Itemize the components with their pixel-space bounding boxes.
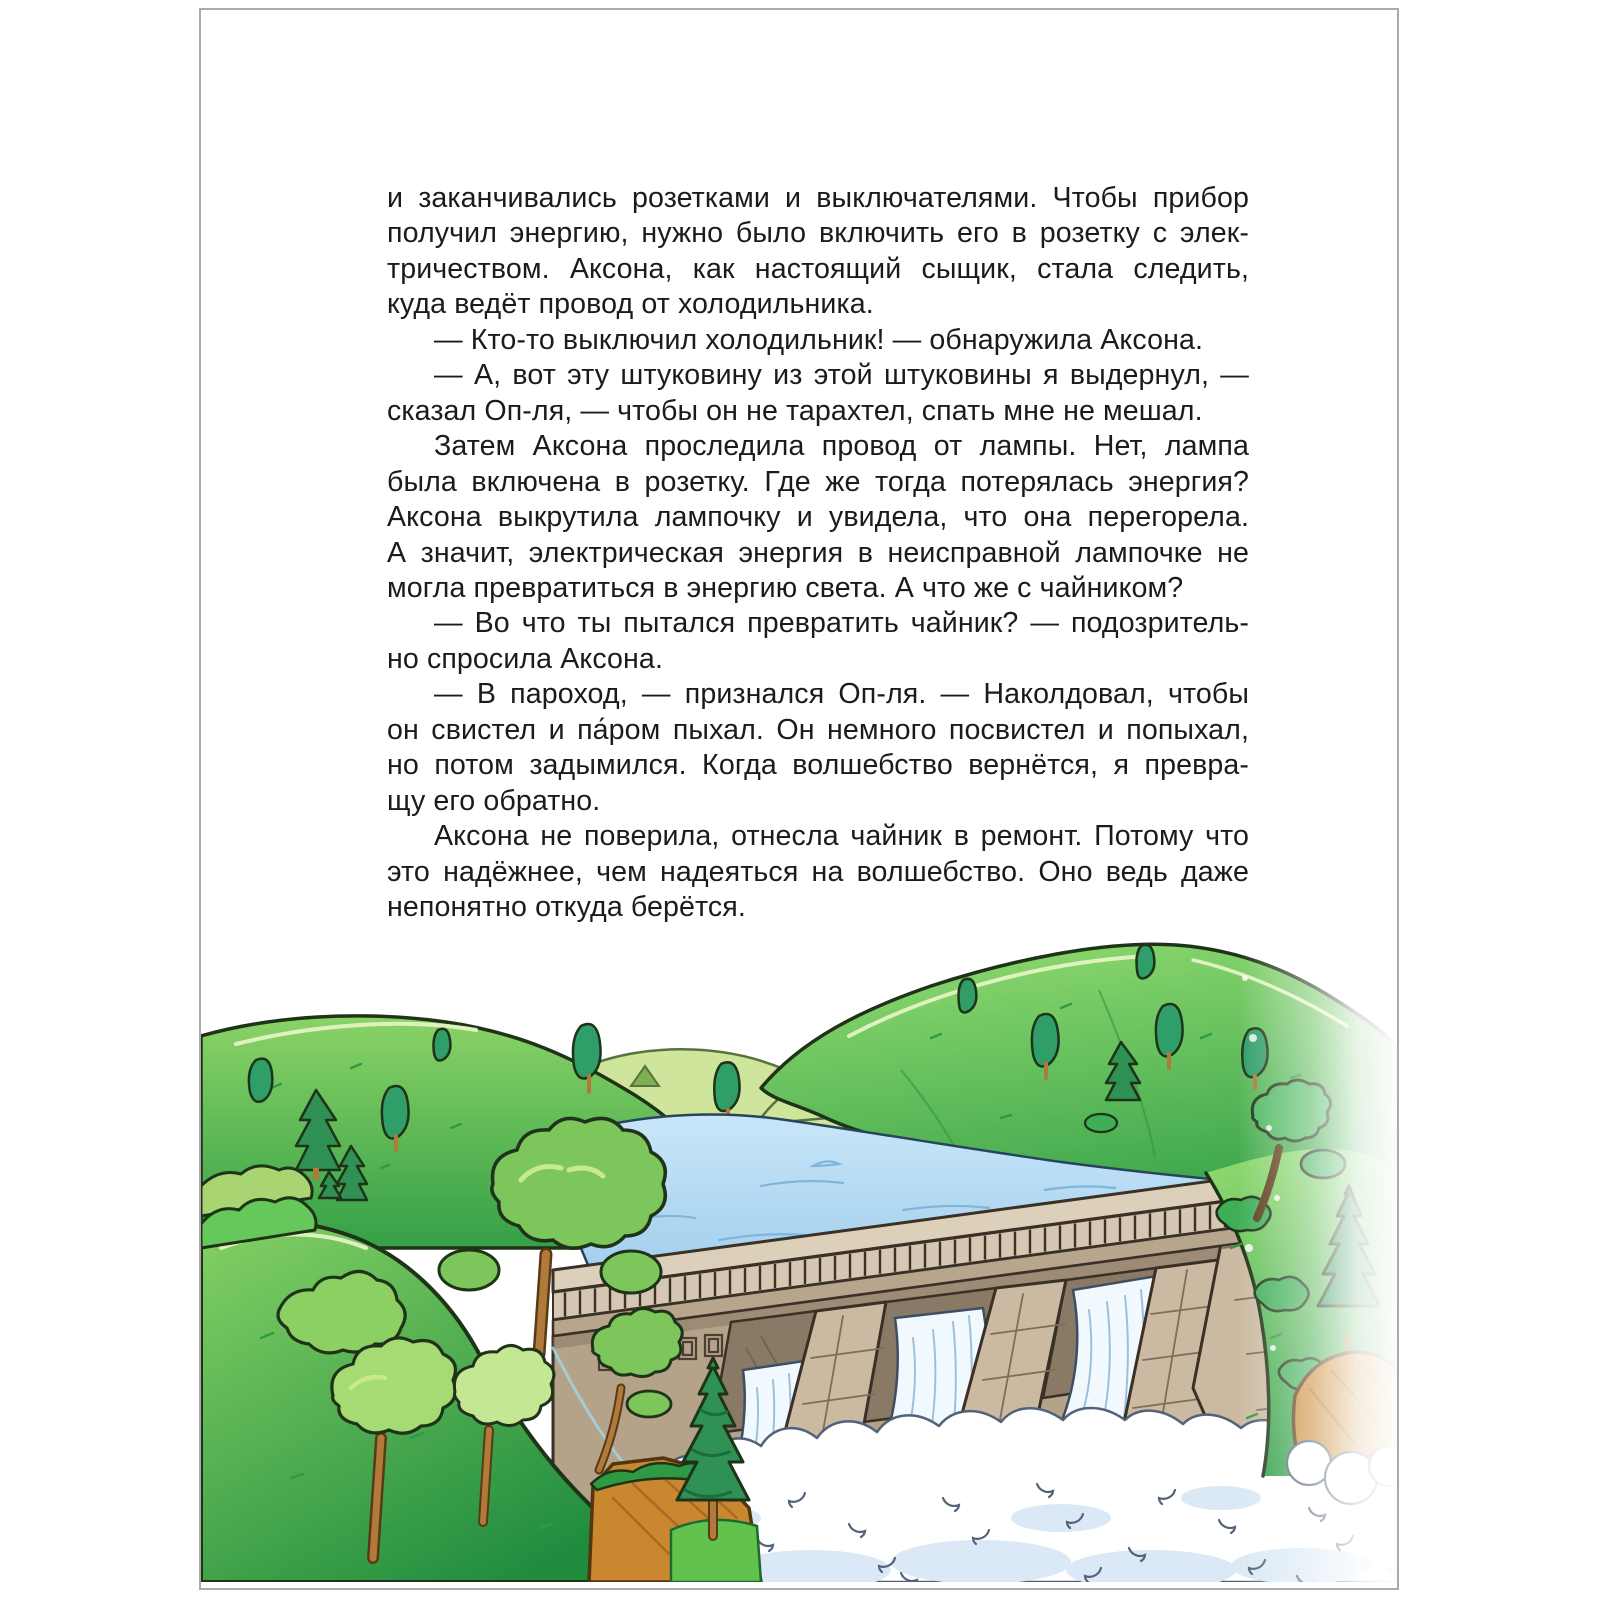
- story-text: [387, 181, 1249, 926]
- text-line: была включена в розетку. Где же тогда потерялась энергия?: [387, 465, 1249, 498]
- text-line: — Кто-то выключил холодильник! — обнаружила Аксона.: [434, 323, 1204, 356]
- text-line: — А, вот эту штуковину из этой штуковины я выдернул, —: [434, 359, 1249, 392]
- text-line: могла превратиться в энергию света. А что же с чайником?: [387, 571, 1184, 604]
- text-line: тричеством. Аксона, как настоящий сыщик, стала следить,: [387, 252, 1249, 285]
- text-line: Аксона не поверила, отнесла чайник в ремонт. Потому что: [434, 820, 1249, 853]
- paragraph: [387, 677, 1249, 819]
- text-line: он свистел и па́ром пыхал. Он немного посвистел и попыхал,: [387, 713, 1249, 746]
- text-line: — Во что ты пытался превратить чайник? — подозритель-: [434, 607, 1249, 640]
- dam-illustration: [201, 918, 1397, 1582]
- text-line: но потом задымился. Когда волшебство вернётся, я превра-: [387, 749, 1249, 782]
- paragraph: [387, 181, 1249, 323]
- paragraph: [387, 606, 1249, 677]
- paragraph: [387, 819, 1249, 925]
- text-line: куда ведёт провод от холодильника.: [387, 288, 874, 321]
- text-line: получил энергию, нужно было включить его в розетку с элек-: [387, 217, 1249, 250]
- text-line: и заканчивались розетками и выключателями. Чтобы прибор: [387, 182, 1249, 214]
- text-line: Затем Аксона проследила провод от лампы. Нет, лампа: [434, 430, 1249, 463]
- page-edge-fade: [1237, 918, 1397, 1582]
- text-line: непонятно откуда берётся.: [387, 891, 746, 924]
- text-line: щу его обратно.: [387, 784, 601, 817]
- book-page: [199, 8, 1399, 1590]
- text-line: А значит, электрическая энергия в неисправной лампочке не: [387, 536, 1249, 569]
- text-line: сказал Оп-ля, — чтобы он не тарахтел, спать мне не мешал.: [387, 394, 1203, 427]
- text-line: это надёжнее, чем надеяться на волшебство. Оно ведь даже: [387, 855, 1249, 888]
- text-line: — В пароход, — признался Оп-ля. — Наколдовал, чтобы: [434, 678, 1249, 711]
- paragraph: [387, 429, 1249, 606]
- text-line: Аксона выкрутила лампочку и увидела, что она перегорела.: [387, 501, 1249, 534]
- text-line: но спросила Аксона.: [387, 642, 663, 675]
- paragraph: [387, 323, 1249, 358]
- paragraph: [387, 358, 1249, 429]
